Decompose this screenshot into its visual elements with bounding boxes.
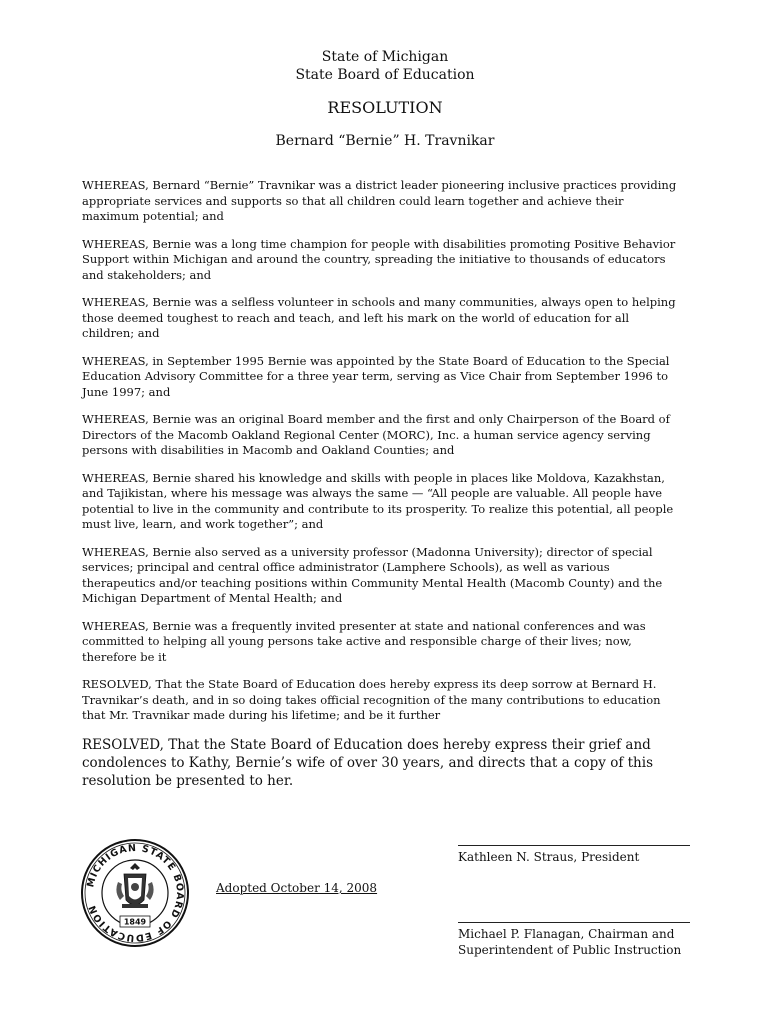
signature-block-superintendent (458, 922, 690, 958)
whereas-paragraph-8: WHEREAS, Bernie was a frequently invited presenter at state and national conferences and was committed to helping all young persons take active and responsible charge of their lives; now, therefore be it (82, 618, 646, 664)
whereas-paragraph-2: WHEREAS, Bernie was a long time champion for people with disabilities promoting Positive Behavior Support within Michigan and around the country, spreading the initiative to thousands of educators and stakeholders; and (82, 236, 676, 282)
signatory-superintendent-line2: Superintendent of Public Instruction (458, 943, 682, 957)
document-type: RESOLUTION (327, 98, 443, 117)
document-header (0, 48, 770, 150)
resolved-paragraph-1: RESOLVED, That the State Board of Education does hereby express its deep sorrow at Bernard H. Travnikar’s death, and in so doing takes official recognition of the many contributions to education that Mr. Travnikar made during his lifetime; and be it further (82, 677, 661, 722)
resolved-paragraph-final: RESOLVED, That the State Board of Education does hereby express their grief and condolences to Kathy, Bernie’s wife of over 30 years, and directs that a copy of this resolution be presented to her. (82, 736, 654, 789)
signatory-superintendent-line1: Michael P. Flanagan, Chairman and (458, 927, 675, 941)
whereas-paragraph-7: WHEREAS, Bernie also served as a university professor (Madonna University); director of special services; principal and central office administrator (Lamphere Schools), as well as various therapeutics and/or teaching positions within Community Mental Health (Macomb County) and the Michigan Department of Mental Health; and (82, 544, 663, 605)
seal-emblem-icon (116, 863, 153, 908)
whereas-paragraph-3: WHEREAS, Bernie was a selfless volunteer in schools and many communities, always open to helping those deemed toughest to reach and teach, and left his mark on the world of education for all children; and (82, 295, 676, 340)
whereas-paragraph-4: WHEREAS, in September 1995 Bernie was appointed by the State Board of Education to the Special Education Advisory Committee for a three year term, serving as Vice Chair from September 1996 to June 1997; and (82, 353, 670, 399)
honoree-name: Bernard “Bernie” H. Travnikar (275, 133, 495, 149)
signature-block-president (458, 845, 690, 865)
board-name: State Board of Education (295, 67, 475, 83)
state-board-seal-icon (80, 838, 190, 948)
whereas-paragraph-1: WHEREAS, Bernard “Bernie” Travnikar was a district leader pioneering inclusive practices providing appropriate services and supports so that all children could learn together and achieve their maximum potential; and (82, 178, 677, 223)
state-name: State of Michigan (321, 49, 449, 65)
resolution-body (82, 178, 682, 802)
adopted-date: Adopted October 14, 2008 (216, 881, 378, 895)
whereas-paragraph-6: WHEREAS, Bernie shared his knowledge and skills with people in places like Moldova, Kazakhstan, and Tajikistan, where his message was always the same — “All people are valuable. All people have potential to live in the community and contribute to its prosperity. To realize this potential, all people must live, learn, and work together”; and (82, 470, 674, 531)
whereas-paragraph-5: WHEREAS, Bernie was an original Board member and the first and only Chairperson of the Board of Directors of the Macomb Oakland Regional Center (MORC), Inc. a human service agency serving persons with disabilities in Macomb and Oakland Counties; and (82, 412, 670, 457)
signatory-president-name: Kathleen N. Straus, President (458, 850, 640, 864)
seal-ring-text: MICHIGAN STATE BOARD OF EDUCATION (85, 842, 186, 944)
seal-year: 1849 (123, 917, 147, 927)
